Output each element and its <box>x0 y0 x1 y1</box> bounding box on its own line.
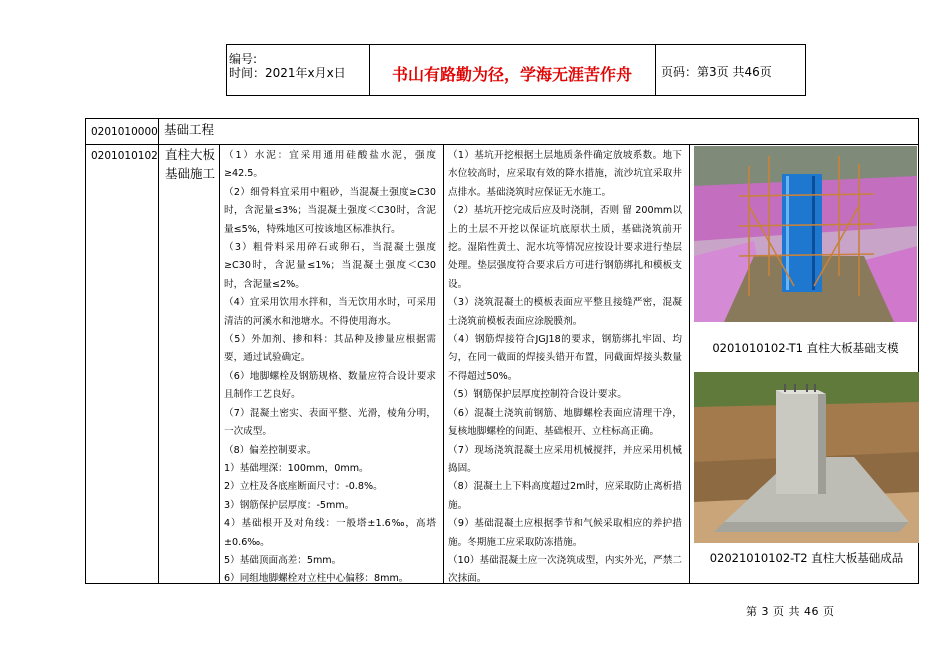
construction-item: （8）混凝土上下料高度超过2m时，应采取防止离析措施。 <box>448 481 682 511</box>
document-header <box>226 44 806 96</box>
deviation-item: 4）基础根开及对角线：一般塔±1.6‰，高塔±0.6‰。 <box>224 518 436 548</box>
construction-item: （7）现场浇筑混凝土应采用机械搅拌，并应采用机械捣固。 <box>448 444 682 474</box>
finished-foundation-photo-icon <box>694 372 919 543</box>
material-item: （1）水泥：宜采用通用硅酸盐水泥，强度≥42.5。 <box>224 150 436 180</box>
deviation-item: 1）基础埋深：100mm，0mm。 <box>224 462 369 474</box>
material-item: （5）外加剂、掺和料：其品种及掺量应根据需要，通过试验确定。 <box>224 334 436 364</box>
construction-item: （5）钢筋保护层厚度控制符合设计要求。 <box>448 389 627 401</box>
construction-item: （2）基坑开挖完成后应及时浇制，否则 留 200mm以上的土层不开挖以保证坑底原状土质，基础浇筑前开挖。湿陷性黄土、泥水坑等情况应按设计要求进行垫层处理。垫层强度符合要求后方可进行钢筋绑扎和模板支设。 <box>448 205 682 290</box>
construction-item: （4）钢筋焊接符合JGJ18的要求，钢筋绑扎牢固、均匀，在同一截面的焊接头错开布置，同截面焊接头数量不得超过50%。 <box>448 334 682 382</box>
finished-foundation-photo <box>694 372 919 543</box>
section-title: 基础工程 <box>164 122 215 137</box>
page-count-label: 页码：第3页 共46页 <box>661 65 772 79</box>
construction-item: （9）基础混凝土应根据季节和气候采取相应的养护措施。冬期施工应采取防冻措施。 <box>448 518 682 548</box>
motto-text: 书山有路勤为径，学海无涯苦作舟 <box>391 65 632 84</box>
material-item: （4）宜采用饮用水拌和，当无饮用水时，可采用清洁的河溪水和池塘水。不得使用海水。 <box>224 297 436 327</box>
material-item: （2）细骨料宜采用中粗砂，当混凝土强度≥C30时，含泥量≤3%；当混凝土强度＜C30时，含泥量≤5%，特殊地区可按该地区标准执行。 <box>224 186 436 235</box>
document-number-label: 编号: <box>229 52 258 66</box>
construction-item: （1）基坑开挖根据土层地质条件确定放坡系数。地下水位较高时，应采取有效的降水措施，流沙坑宜采取井点排水。基础浇筑时应保证无水施工。 <box>448 150 682 198</box>
document-time-label: 时间：2021年x月x日 <box>229 66 346 80</box>
material-item: （8）偏差控制要求。 <box>224 444 317 456</box>
material-item: （6）地脚螺栓及钢筋规格、数量应符合设计要求且制作工艺良好。 <box>224 370 436 401</box>
formwork-photo-icon <box>694 146 917 322</box>
page-footer: 第 3 页 共 46 页 <box>746 605 835 618</box>
material-item: （3）粗骨料采用碎石或卵石，当混凝土强度≥C30时，含泥量≤1%；当混凝土强度＜C30时，含泥量≤2%。 <box>224 242 436 290</box>
construction-item: （6）混凝土浇筑前钢筋、地脚螺栓表面应清理干净，复核地脚螺栓的间距、基础根开、立柱标高正确。 <box>448 407 682 438</box>
photo-caption-finished: 02021010102-T2 直柱大板基础成品 <box>709 551 904 565</box>
header-meta-cell <box>227 45 370 95</box>
deviation-item: 3）钢筋保护层厚度：-5mm。 <box>224 499 355 511</box>
item-name: 直柱大板基础施工 <box>165 147 216 181</box>
construction-requirements-list <box>448 147 682 589</box>
formwork-photo <box>694 146 917 322</box>
item-code: 0201010102 <box>91 150 158 162</box>
material-requirements-list <box>224 147 436 589</box>
section-code: 0201010000 <box>91 126 158 138</box>
construction-item: （3）浇筑混凝土的模板表面应平整且接缝严密，混凝土浇筑前模板表面应涂脱膜剂。 <box>448 297 682 327</box>
deviation-item: 6）同组地脚螺栓对立柱中心偏移：8mm。 <box>224 573 409 585</box>
header-page-cell <box>655 45 805 95</box>
deviation-item: 2）立柱及各底座断面尺寸：-0.8%。 <box>224 481 383 493</box>
material-item: （7）混凝土密实、表面平整、光滑，棱角分明，一次成型。 <box>224 407 436 438</box>
photo-caption-formwork: 0201010102-T1 直柱大板基础支模 <box>712 341 899 355</box>
header-motto-cell <box>369 45 656 95</box>
deviation-item: 5）基础顶面高差：5mm。 <box>224 554 342 566</box>
construction-item: （10）基础混凝土应一次浇筑成型，内实外光，严禁二次抹面。 <box>448 554 682 585</box>
